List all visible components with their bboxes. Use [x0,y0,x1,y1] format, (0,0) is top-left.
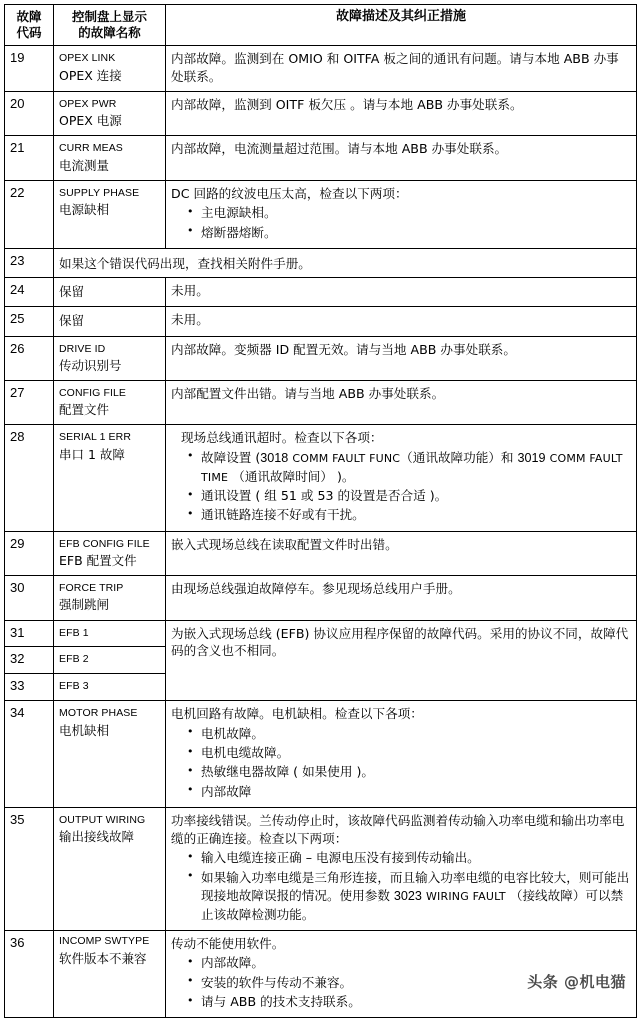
fault-name-cell [54,136,166,180]
fault-name-zh: 串口 1 故障 [59,446,125,462]
description-bullet-item: • 输入电缆连接正确 – 电源电压没有接到传动输出。 [187,849,631,867]
fault-code-cell: 23 [5,248,54,277]
fault-name-cell [54,576,166,620]
table-row [5,248,637,277]
fault-name-en: MOTOR PHASE [59,707,138,720]
table-row [5,136,637,180]
fault-description-cell [166,620,637,701]
fault-name-cell [54,46,166,92]
description-bullet-list [171,204,631,241]
description-lead: 嵌入式现场总线在读取配置文件时出错。 [171,536,398,552]
fault-code-cell: 35 [5,808,54,931]
fault-description-cell [166,46,637,92]
fault-description-cell [166,425,637,531]
fault-description-cell [166,576,637,620]
fault-name-en: OPEX LINK [59,52,116,65]
description-bullet-item: • 故障设置 (3018 COMM FAULT FUNC（通讯故障功能）和 3019 COMM FAULT TIME （通讯故障时间） )。 [187,449,631,486]
fault-name-cell [54,336,166,380]
watermark: 头条 @机电猫 [527,973,626,991]
header-name-line1: 控制盘上显示 [71,9,147,24]
header-code-line1: 故障 [16,9,42,24]
description-bullet-item: • 如果输入功率电缆是三角形连接，而且输入功率电缆的电容比较大，则可能出现接地故障误报的情况。使用参数 3023 WIRING FAULT （接线故障）可以禁止该故障检测功能。 [187,869,631,924]
fault-name-zh: 配置文件 [59,402,110,418]
fault-name-cell [54,701,166,808]
fault-code-cell: 32 [5,647,54,674]
description-lead: 未用。 [171,312,209,328]
table-row [5,92,637,136]
description-bullet-item: • 内部故障。 [187,954,631,972]
fault-code-cell: 20 [5,92,54,136]
fault-name-zh: 传动识别号 [59,357,122,373]
fault-name-en: EFB 2 [59,653,89,666]
column-header-fault-code [5,5,54,46]
fault-name-zh: 保留 [59,283,85,299]
description-lead: 现场总线通讯超时。检查以下各项： [181,430,383,446]
fault-code-cell: 26 [5,336,54,380]
description-lead: 内部故障。监测到在 OMIO 和 OITFA 板之间的通讯有问题。请与本地 ABB 办事处联系。 [171,51,619,85]
table-row [5,381,637,425]
description-bullet-item: • 电机电缆故障。 [187,744,631,762]
fault-description-cell [166,531,637,575]
fault-name-cell [54,277,166,306]
table-row [5,277,637,306]
fault-name-cell [54,425,166,531]
table-row [5,808,637,931]
description-bullet-list [171,449,631,525]
fault-code-cell: 33 [5,674,54,701]
fault-code-cell: 36 [5,930,54,1018]
description-bullet-item: • 请与 ABB 的技术支持联系。 [187,993,631,1011]
table-row [5,336,637,380]
fault-description-cell [166,336,637,380]
fault-name-en: DRIVE ID [59,342,106,355]
fault-description-cell: 如果这个错误代码出现，查找相关附件手册。 [54,248,637,277]
table-header [5,5,637,46]
description-bullet-list [171,725,631,801]
fault-code-cell: 30 [5,576,54,620]
table-row [5,576,637,620]
description-lead: DC 回路的纹波电压太高，检查以下两项： [171,185,408,201]
table-row [5,46,637,92]
description-lead: 未用。 [171,282,209,298]
column-header-description: 故障描述及其纠正措施 [166,5,637,46]
description-bullet-item: • 安装的软件与传动不兼容。 [187,974,631,992]
fault-name-zh: 输出接线故障 [59,829,135,845]
fault-name-en: SERIAL 1 ERR [59,431,132,444]
description-lead: 内部故障，电流测量超过范围。请与本地 ABB 办事处联系。 [171,141,508,157]
table-row [5,701,637,808]
table-row [5,425,637,531]
fault-name-en: OUTPUT WIRING [59,814,146,827]
fault-name-cell [54,620,166,647]
fault-code-cell: 34 [5,701,54,808]
description-bullet-item: • 通讯设置 ( 组 51 或 53 的设置是否合适 )。 [187,487,631,505]
fault-code-cell: 31 [5,620,54,647]
fault-name-en: INCOMP SWTYPE [59,934,150,947]
fault-name-zh: 强制跳闸 [59,597,110,613]
table-row [5,531,637,575]
description-lead: 为嵌入式现场总线 (EFB) 协议应用程序保留的故障代码。采用的协议不同，故障代码的含义也不相同。 [171,625,629,659]
table-row [5,180,637,248]
column-header-fault-name [54,5,166,46]
description-lead: 内部故障，监测到 OITF 板欠压 。请与本地 ABB 办事处联系。 [171,97,523,112]
fault-name-cell [54,531,166,575]
description-bullet-item: • 热敏继电器故障 ( 如果使用 )。 [187,763,631,781]
fault-name-cell [54,307,166,336]
fault-code-cell: 28 [5,425,54,531]
table-body [5,46,637,1018]
fault-name-en: CONFIG FILE [59,387,127,400]
fault-description-cell [166,808,637,931]
fault-description-cell [166,277,637,306]
fault-code-cell: 19 [5,46,54,92]
fault-description-cell [166,307,637,336]
fault-code-cell: 24 [5,277,54,306]
fault-description-cell [166,136,637,180]
fault-code-cell: 29 [5,531,54,575]
fault-code-table [4,4,637,1018]
description-bullet-item: • 电机故障。 [187,725,631,743]
fault-code-cell: 22 [5,180,54,248]
fault-name-cell [54,180,166,248]
description-lead: 电机回路有故障。电机缺相。检查以下各项： [171,706,423,722]
fault-name-zh: 电源缺相 [59,202,110,218]
header-row [5,5,637,46]
description-lead: 内部配置文件出错。请与当地 ABB 办事处联系。 [171,386,445,402]
description-lead: 由现场总线强迫故障停车。参见现场总线用户手册。 [171,581,461,597]
fault-name-zh: 软件版本不兼容 [59,950,147,966]
fault-name-cell [54,930,166,1018]
description-lead: 功率接线错误。兰传动停止时，该故障代码监测着传动输入功率电缆和输出功率电缆的正确连接。检查以下两项： [171,813,625,847]
fault-description-cell [166,701,637,808]
fault-name-cell [54,808,166,931]
fault-name-cell [54,674,166,701]
fault-code-cell: 25 [5,307,54,336]
description-bullet-item: • 熔断器熔断。 [187,224,631,242]
fault-name-en: FORCE TRIP [59,582,124,595]
fault-name-zh: OPEX 连接 [59,67,122,83]
header-code-line2: 代码 [16,24,42,40]
table-row [5,620,637,647]
fault-name-zh: 电流测量 [59,157,110,173]
fault-name-zh: 保留 [59,313,85,329]
fault-name-en: EFB CONFIG FILE [59,537,150,550]
fault-name-en: CURR MEAS [59,142,123,155]
description-lead: 内部故障。变频器 ID 配置无效。请与当地 ABB 办事处联系。 [171,341,516,357]
description-bullet-item: • 主电源缺相。 [187,204,631,222]
fault-name-en: SUPPLY PHASE [59,186,140,199]
description-bullet-item: • 通讯链路连接不好或有干扰。 [187,506,631,524]
table-row [5,307,637,336]
fault-description-cell [166,92,637,136]
description-bullet-list [171,849,631,923]
fault-name-zh: OPEX 电源 [59,113,122,129]
description-lead: 传动不能使用软件。 [171,935,285,951]
fault-code-cell: 21 [5,136,54,180]
fault-name-zh: 电机缺相 [59,722,110,738]
fault-name-en: OPEX PWR [59,98,117,110]
fault-name-en: EFB 3 [59,680,89,693]
fault-code-cell: 27 [5,381,54,425]
header-name-line2: 的故障名称 [78,24,141,40]
description-bullet-item: • 内部故障 [187,783,631,801]
fault-description-cell [166,381,637,425]
fault-name-zh: EFB 配置文件 [59,553,137,569]
fault-name-cell [54,647,166,674]
fault-description-cell [166,180,637,248]
fault-name-cell [54,92,166,136]
fault-name-en: EFB 1 [59,626,89,639]
fault-name-cell [54,381,166,425]
